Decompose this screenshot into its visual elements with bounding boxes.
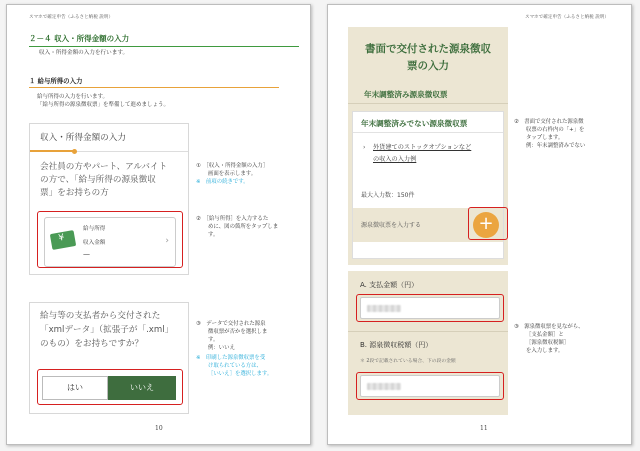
section-title: ２－４ 収入・所得金額の入力	[29, 33, 299, 47]
left-page	[6, 4, 311, 445]
plus-icon: +	[478, 213, 494, 234]
progress-bar	[30, 150, 74, 152]
right-page	[327, 4, 632, 445]
subtitle-divider	[348, 103, 508, 104]
highlight-tax-input	[356, 372, 504, 400]
screen-header-title: 収入・所得金額の入力	[40, 133, 126, 143]
card-header-divider	[353, 132, 503, 133]
chevron-right-icon: ›	[363, 144, 366, 151]
yes-button[interactable]: はい	[42, 376, 108, 400]
screen-body-text: 会社員の方やパート、アルバイト の方で、「給与所得の源泉徴収 票」をお持ちの方	[40, 162, 168, 198]
stock-option-link[interactable]: › 外貨建てのストックオプションなど の収入の入力例	[363, 144, 472, 163]
subsection-description: 給与所得の入力を行います。 「給与所得の源泉徴収票」を準備して進めましょう。	[37, 94, 170, 108]
add-slip-label: 源泉徴収票を入力する	[361, 222, 422, 229]
highlight-salary-item	[37, 211, 183, 268]
chevron-right-icon: ›	[165, 236, 169, 246]
highlight-plus-button	[468, 207, 508, 240]
highlight-yes-no-buttons	[37, 369, 183, 405]
step-2-right-text: ② 書面で交付された源泉徴 収票の右枠内の「+」を タップします。 例：年末調整済みでない	[514, 119, 586, 149]
item-label-salary: 給与所得	[83, 226, 106, 232]
highlight-payment-input	[356, 294, 504, 322]
field-a-label: A. 支払金額（円）	[360, 281, 419, 289]
item-value: —	[83, 250, 90, 258]
step-2-text: ② ［給与所得］を入力するた めに、図の箇所をタップしま す。	[196, 216, 279, 238]
screen-title: 書面で交付された源泉徴収 票の入力	[365, 43, 491, 72]
page-number-left: 10	[155, 425, 163, 432]
step-1-text: ① ［収入・所得金額の入力］ 画面を表示します。 ※ 前項の続きです。	[196, 163, 269, 185]
step-3-text: ③ データで交付された源泉 徴収票が否かを選択しま す。 例：いいえ ※ 印刷した源泉徴収票を受 け取られている方は、 ［いいえ］を選択します。	[196, 321, 273, 377]
form-divider	[348, 331, 508, 332]
screen-header	[30, 124, 188, 152]
step-3-right-text: ③ 源泉徴収票を見ながら、 ［支払金額］と ［源泉徴収税額］ を入力します。	[514, 324, 584, 354]
running-header-right: スマホで確定申告（ふるさと納税 説明）	[524, 15, 609, 20]
page-number-right: 11	[480, 425, 488, 432]
yen-card-icon: ¥	[50, 230, 76, 250]
card-header: 年末調整済みでない源泉徴収票	[361, 119, 468, 128]
subsection-title: １ 給与所得の入力	[29, 76, 279, 88]
section-description: 収入・所得金額の入力を行います。	[39, 50, 129, 56]
running-header-left: スマホで確定申告（ふるさと納税 説明）	[29, 15, 114, 20]
no-button[interactable]: いいえ	[108, 376, 176, 400]
screen-subtitle: 年末調整済み源泉徴収票	[364, 90, 448, 99]
xml-question-text: 給与等の支払者から交付された 「xmlデータ」（拡張子が「.xml」 のもの）をお持ちですか？	[40, 311, 174, 349]
progress-dot	[72, 149, 77, 154]
max-input-count: 最大入力数：150件	[361, 192, 415, 199]
item-label-amount: 収入金額	[83, 240, 106, 246]
field-b-hint: ＊ 2段で記載されている場合、下の段の金額	[360, 359, 456, 364]
field-b-label: B. 源泉徴収税額（円）	[360, 341, 433, 349]
